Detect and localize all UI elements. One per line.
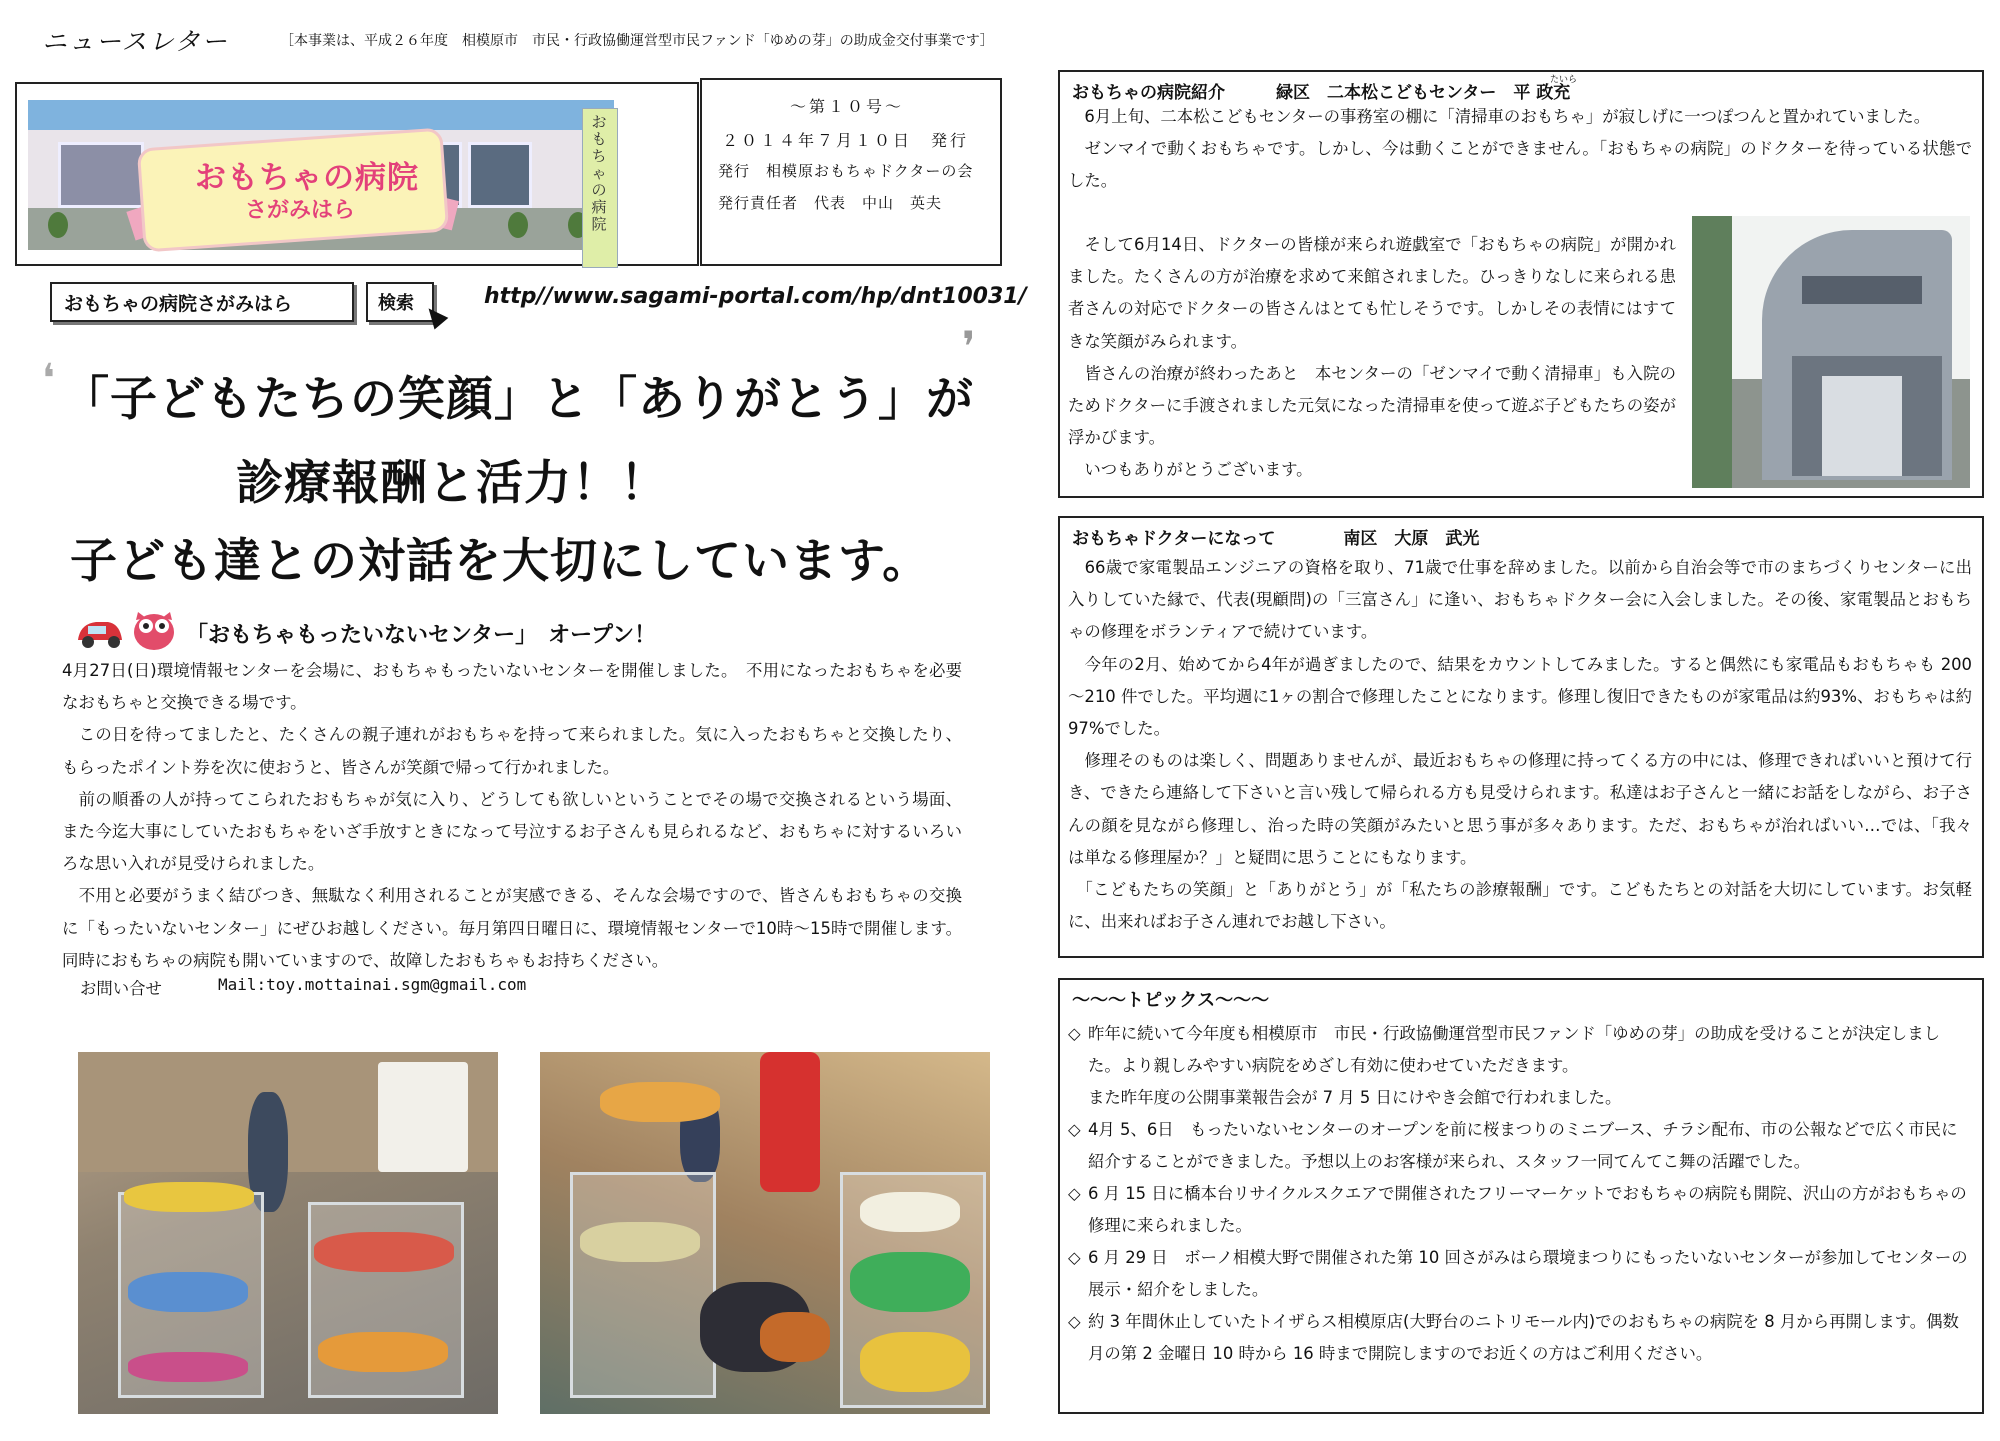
quote-decoration: ❜ [962, 322, 976, 371]
issue-publisher: 発行 相模原おもちゃドクターの会 [718, 162, 974, 180]
toy-exchange-photo-2 [540, 1052, 990, 1414]
topic-item [1068, 1242, 1972, 1306]
center-article-heading: 「おもちゃもったいないセンター」 オープン！ [186, 623, 657, 648]
bullet-diamond-icon: ◇ [1068, 1184, 1081, 1203]
contact-email: Mail:toy.mottainai.sgm@gmail.com [218, 975, 527, 994]
kodomo-center-photo [1692, 216, 1970, 488]
hospital-article-body: 6月上旬、二本松こどもセンターの事務室の棚に「清掃車のおもちゃ」が寂しげに一つぽつんと置かれていました。 ゼンマイで動くおもちゃです。しかし、今は動くことができません。「おもちゃの病院」のドクターを待っている状態でした。 [1068, 107, 1972, 191]
topic-item [1068, 1306, 1972, 1370]
bullet-diamond-icon: ◇ [1068, 1024, 1081, 1043]
hospital-article-body-continued: そして6月14日、ドクターの皆様が来られ遊戯室で「おもちゃの病院」が開かれました。たくさんの方が治療を求めて来館されました。ひっきりなしに来られる患者さんの対応でドクターの皆さんはとても忙しそうです。しかしその表情にはすてきな笑顔がみられます。 皆さんの治療が終わったあと 本センターの「ゼンマイで動く清掃車」も入院のためドクターに手渡されました元気になった清掃車を使って遊ぶ子どもたちの姿が浮かびます。 いつもありがとうございます。 [1068, 235, 1676, 480]
contact-label: お問い合せ [80, 979, 162, 998]
website-url: http//www.sagami-portal.com/hp/dnt10031/ [484, 284, 1027, 309]
newsletter-label: ニュースレター [42, 27, 229, 56]
bullet-diamond-icon: ◇ [1068, 1120, 1081, 1139]
doctor-article-heading: おもちゃドクターになって 南区 大原 武光 [1072, 529, 1480, 549]
hospital-article-heading: おもちゃの病院紹介 緑区 二本松こどもセンター 平 政充 [1072, 83, 1571, 103]
headline-line-1: 「子どもたちの笑顔」と「ありがとう」が [62, 372, 974, 427]
issue-number: ～第１０号～ [790, 97, 905, 116]
search-query: おもちゃの病院さがみはら [64, 293, 293, 315]
toy-exchange-photo-1 [78, 1052, 498, 1414]
headline-line-3: 子ども達との対話を大切にしています。 [70, 534, 931, 589]
toy-owl-icon [128, 604, 180, 652]
bullet-diamond-icon: ◇ [1068, 1312, 1081, 1331]
issue-date: ２０１４年７月１０日 発行 [722, 131, 970, 150]
topic-item [1068, 1178, 1972, 1242]
topic-text: 6 月 15 日に橋本台リサイクルスクエアで開催されたフリーマーケットでおもちゃの病院も開院、沢山の方がおもちゃの修理に来られました。 [1088, 1184, 1967, 1236]
toy-car-icon [74, 612, 126, 652]
quote-decoration: ❛ [42, 356, 55, 402]
topics-heading: ～～～トピックス～～～ [1072, 990, 1270, 1011]
topic-text: 6 月 29 日 ボーノ相模大野で開催された第 10 回さがみはら環境まつりにもったいないセンターが参加してセンターの展示・紹介をしました。 [1088, 1248, 1968, 1300]
topic-text: 約 3 年間休止していたトイザらス相模原店(大野台のニトリモール内)でのおもちゃの病院を 8 月から再開します。偶数月の第 2 金曜日 10 時から 16 時まで開院しますのでお近くの方はご利用ください。 [1088, 1312, 1959, 1364]
headline-line-2: 診療報酬と活力！！ [236, 456, 668, 511]
funding-note: ［本事業は、平成２６年度 相模原市 市民・行政協働運営型市民ファンド「ゆめの芽」の助成金交付事業です］ [280, 33, 994, 49]
topic-item [1068, 1018, 1972, 1115]
banner-sign-subtitle: さがみはら [245, 198, 356, 223]
search-button-label: 検索 [378, 293, 414, 314]
issue-responsible: 発行責任者 代表 中山 英夫 [718, 194, 943, 212]
banner-side-tag-text: おもちゃの病院 [591, 113, 607, 233]
center-article-body: 4月27日(日)環境情報センターを会場に、おもちゃもったいないセンターを開催しました。 不用になったおもちゃを必要なおもちゃと交換できる場です。 この日を待ってましたと、たくさんの親子連れがおもちゃを持って来られました。気に入ったおもちゃと交換したり、もらったポイント券を次に使おうと、皆さんが笑顔で帰って行かれました。 前の順番の人が持ってこられたおもちゃが気に入り、どうしても欲しいということでその場で交換されるという場面、また今迄大事にしていたおもちゃをいざ手放すときになって号泣するお子さんも見られるなど、おもちゃに対するいろいろな思い入れが見受けられました。 不用と必要がうまく結びつき、無駄なく利用されることが実感できる、そんな会場ですので、皆さんもおもちゃの交換に「もったいないセンター」にぜひお越しください。毎月第四日曜日に、環境情報センターで10時～15時で開催します。同時におもちゃの病院も開いていますので、故障したおもちゃもお持ちください。 [62, 661, 962, 970]
doctor-article-body: 66歳で家電製品エンジニアの資格を取り、71歳で仕事を辞めました。以前から自治会等で市のまちづくりセンターに出入りしていた縁で、代表(現顧問)の「三富さん」に逢い、おもちゃドクター会に入会しました。その後、家電製品とおもちゃの修理をボランティアで続けています。 今年の2月、始めてから4年が過ぎましたので、結果をカウントしてみました。すると偶然にも家電品もおもちゃも 200～210 件でした。平均週に1ヶの割合で修理したことになります。修理し復旧できたものが家電品は約93%、おもちゃは約97%でした。 修理そのものは楽しく、問題ありませんが、最近おもちゃの修理に持ってくる方の中には、修理できればいいと預けて行き、できたら連絡して下さいと言い残して帰られる方も見受けられます。私達はお子さんと一緒にお話をしながら、お子さんの顔を見ながら修理し、治った時の笑顔がみたいと思う事が多々あります。ただ、おもちゃが治ればいい…では、「我々は単なる修理屋か？」と疑問に思うことにもなります。 「こどもたちの笑顔」と「ありがとう」が「私たちの診療報酬」です。こどもたちとの対話を大切にしています。お気軽に、出来ればお子さん連れでお越し下さい。 [1068, 558, 1972, 932]
banner-sign-title: おもちゃの病院 [195, 160, 419, 196]
topic-item [1068, 1114, 1972, 1178]
topic-text: 4月 5、6日 もったいないセンターのオープンを前に桜まつりのミニブース、チラシ配布、市の公報などで広く市民に紹介することができました。予想以上のお客様が来られ、スタッフ一同てんてこ舞の活躍でした。 [1088, 1120, 1958, 1172]
topic-text: 昨年に続いて今年度も相模原市 市民・行政協働運営型市民ファンド「ゆめの芽」の助成を受けることが決定しました。より親しみやすい病院をめざし有効に使わせていただきます。 また昨年度の公開事業報告会が 7 月 5 日にけやき会館で行われました。 [1088, 1024, 1940, 1108]
bullet-diamond-icon: ◇ [1068, 1248, 1081, 1267]
name-ruby: たいら [1550, 75, 1578, 85]
